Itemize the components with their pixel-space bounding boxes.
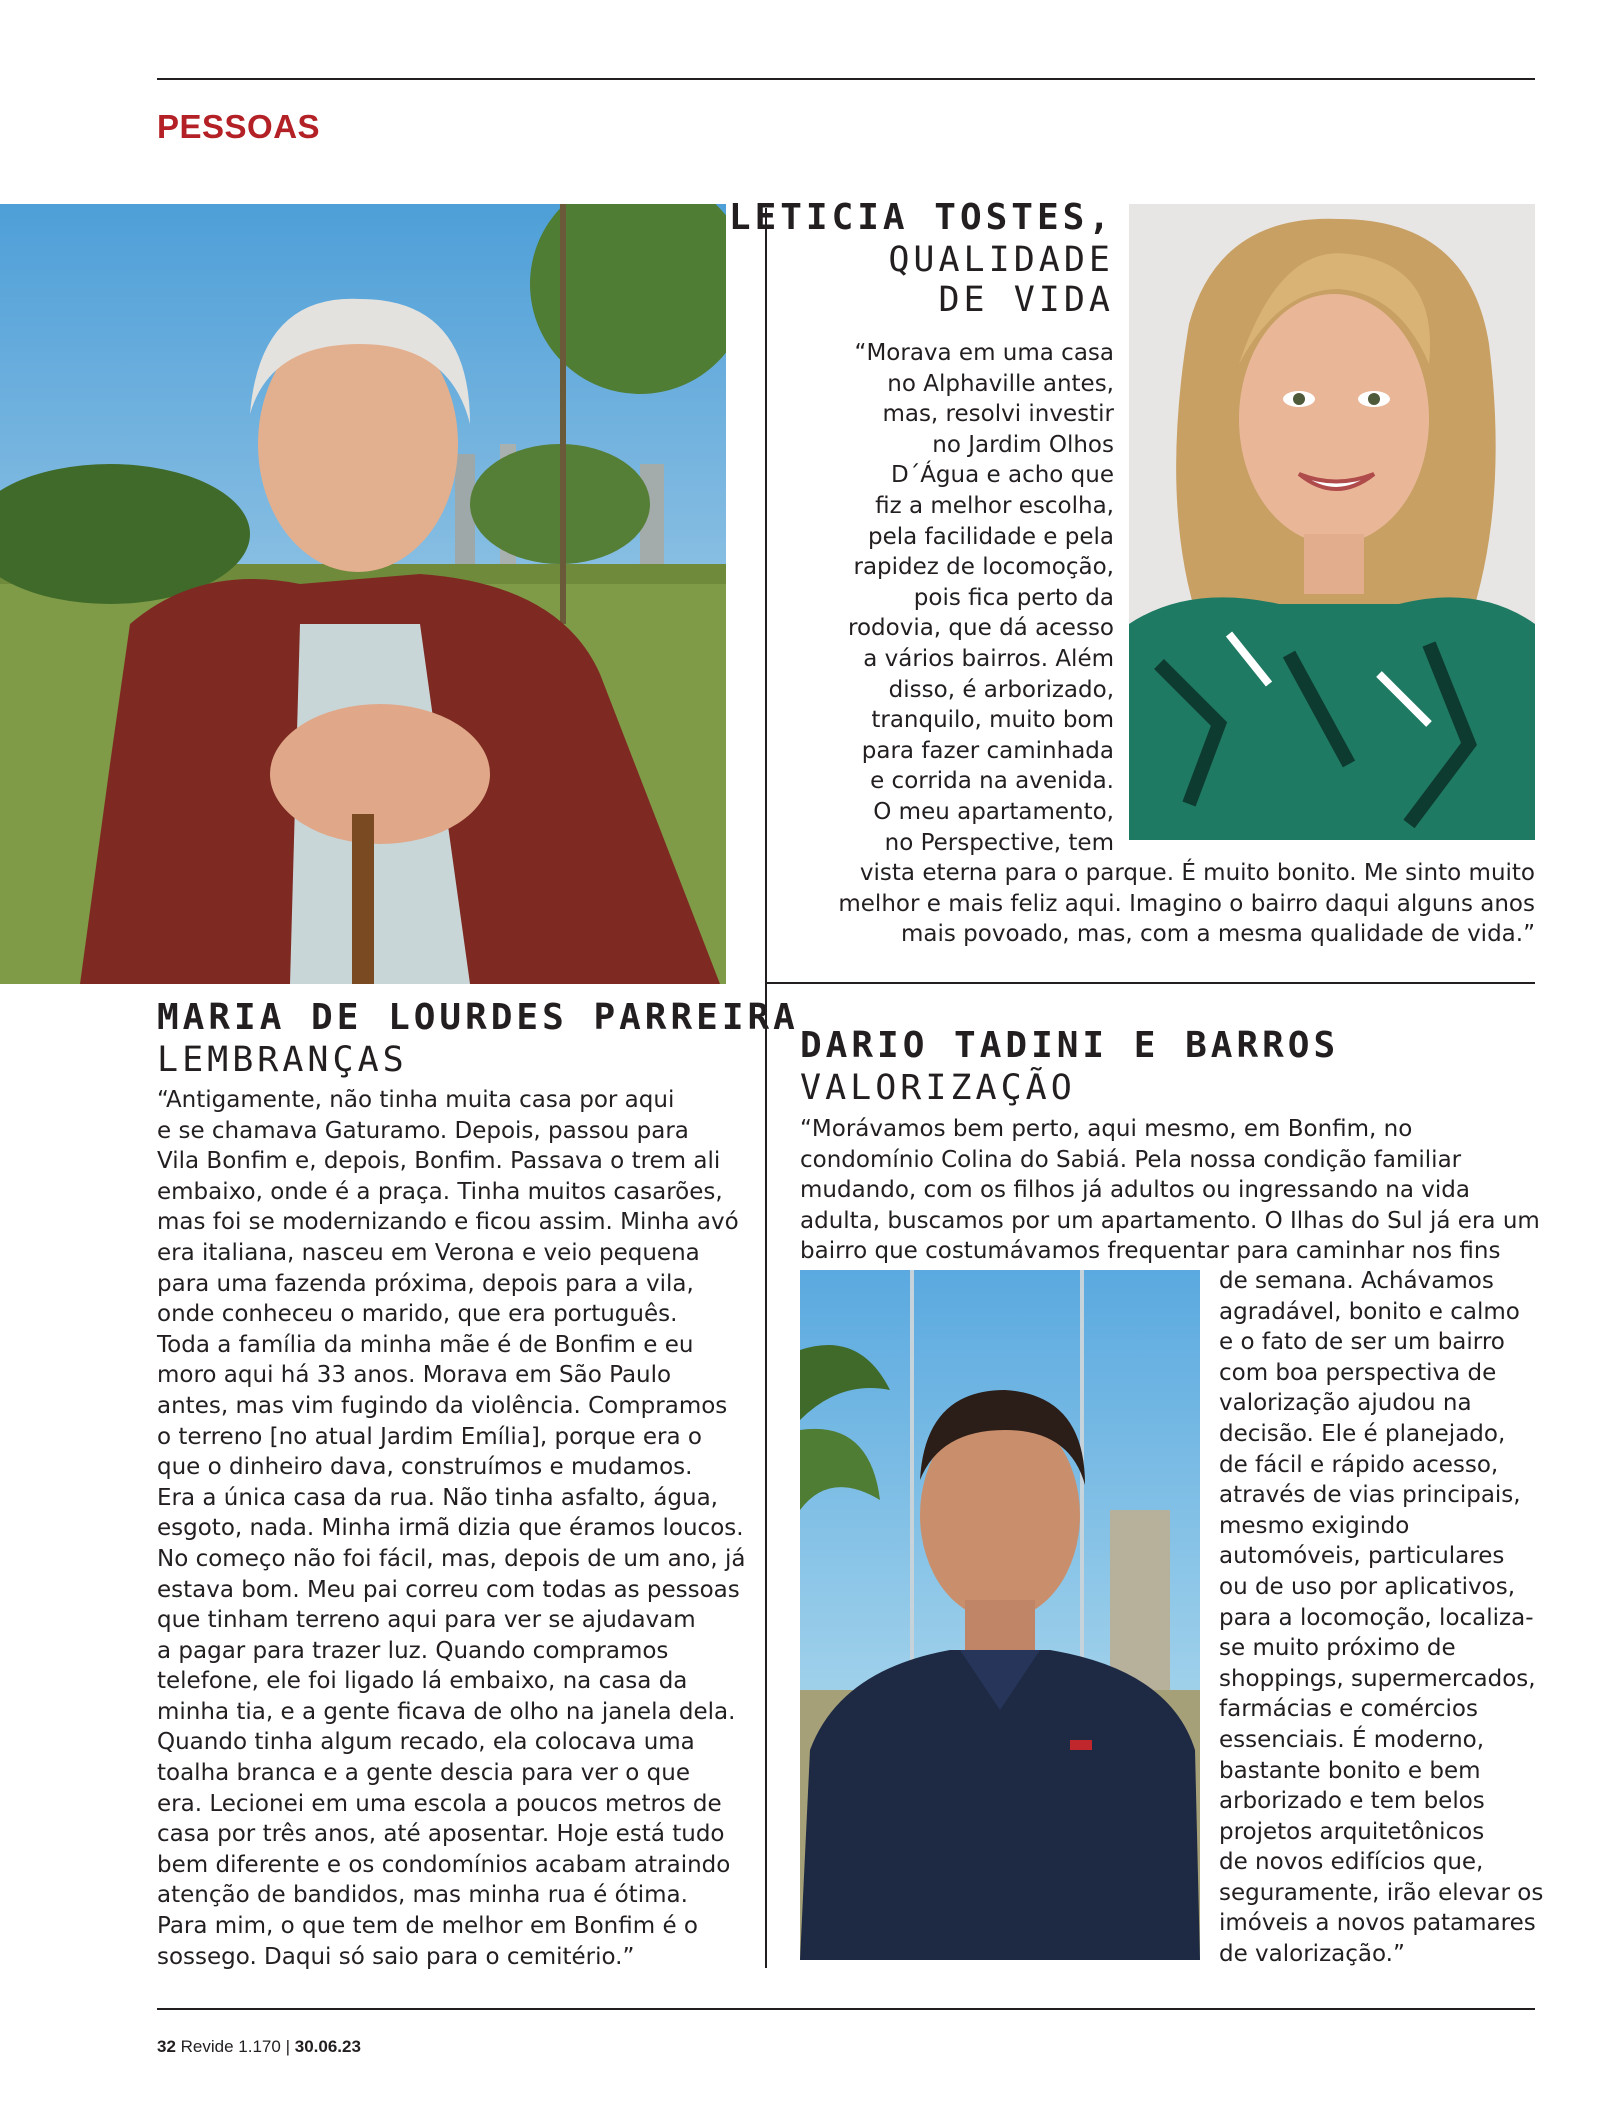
page-number: 32 — [157, 2037, 176, 2056]
quote-line: esgoto, nada. Minha irmã dizia que éramos loucos. — [157, 1515, 744, 1542]
quote-line: rapidez de locomoção, — [853, 554, 1114, 581]
bottom-rule — [157, 2008, 1535, 2010]
dario-quote-wide — [800, 1114, 1540, 1267]
dario-name: DARIO TADINI E BARROS — [800, 1025, 1340, 1066]
leticia-theme-line1: QUALIDADE — [888, 240, 1114, 280]
maria-photo — [0, 204, 726, 984]
quote-line: automóveis, particulares — [1219, 1543, 1505, 1570]
quote-line: projetos arquitetônicos — [1219, 1818, 1485, 1845]
quote-line: vista eterna para o parque. É muito bonito. Me sinto muito — [859, 860, 1535, 886]
column-divider — [765, 208, 767, 1968]
leticia-photo — [1129, 204, 1535, 840]
quote-line: no Perspective, tem — [884, 829, 1114, 856]
quote-line: pois fica perto da — [913, 584, 1114, 611]
quote-line: e corrida na avenida. — [870, 768, 1114, 795]
quote-line: Vila Bonfim e, depois, Bonfim. Passava o trem ali — [157, 1148, 721, 1175]
quote-line: sossego. Daqui só saio para o cemitério.” — [157, 1943, 635, 1970]
quote-line: no Alphaville antes, — [887, 370, 1114, 397]
quote-line: mudando, com os filhos já adultos ou ingressando na vida — [800, 1177, 1470, 1204]
quote-line: mais povoado, mas, com a mesma qualidade de vida.” — [900, 921, 1535, 948]
quote-line: moro aqui há 33 anos. Morava em São Paulo — [157, 1362, 672, 1389]
quote-line: rodovia, que dá acesso — [848, 615, 1114, 642]
leticia-quote-wide — [800, 858, 1535, 950]
page-footer — [157, 2037, 361, 2057]
quote-line: farmácias e comércios — [1219, 1696, 1478, 1723]
quote-line: Era a única casa da rua. Não tinha asfalto, água, — [157, 1484, 718, 1511]
maria-name: MARIA DE LOURDES PARREIRA — [157, 997, 799, 1038]
leticia-quote-narrow — [800, 338, 1114, 858]
quote-line: antes, mas vim fugindo da violência. Compramos — [157, 1392, 728, 1419]
quote-line: mas, resolvi investir — [882, 401, 1114, 428]
quote-line: era italiana, nasceu em Verona e veio pequena — [157, 1239, 700, 1266]
quote-line: ou de uso por aplicativos, — [1219, 1573, 1516, 1600]
quote-line: que o dinheiro dava, construímos e mudamos. — [157, 1454, 693, 1481]
quote-line: No começo não foi fácil, mas, depois de um ano, já — [157, 1545, 746, 1572]
quote-line: disso, é arborizado, — [888, 676, 1114, 703]
quote-line: “Morava em uma casa — [854, 340, 1114, 366]
quote-line: mas foi se modernizando e ficou assim. Minha avó — [157, 1209, 739, 1236]
quote-line: “Morávamos bem perto, aqui mesmo, em Bonfim, no — [800, 1116, 1413, 1142]
dario-heading — [800, 1024, 1339, 1108]
maria-heading — [157, 996, 799, 1080]
footer-separator: | — [285, 2037, 290, 2056]
dario-theme: VALORIZAÇÃO — [800, 1068, 1076, 1108]
quote-line: valorização ajudou na — [1219, 1390, 1472, 1417]
quote-line: que tinham terreno aqui para ver se ajudavam — [157, 1607, 696, 1634]
top-rule — [157, 78, 1535, 80]
quote-line: “Antigamente, não tinha muita casa por aqui — [157, 1087, 675, 1113]
quote-line: Para mim, o que tem de melhor em Bonfim é o — [157, 1913, 698, 1940]
quote-line: o terreno [no atual Jardim Emília], porque era o — [157, 1423, 702, 1450]
quote-line: e se chamava Gaturamo. Depois, passou para — [157, 1117, 689, 1144]
quote-line: condomínio Colina do Sabiá. Pela nossa condição familiar — [800, 1146, 1462, 1173]
quote-line: de novos edifícios que, — [1219, 1849, 1484, 1876]
quote-line: tranquilo, muito bom — [871, 707, 1114, 734]
quote-line: a vários bairros. Além — [863, 645, 1114, 672]
quote-line: Quando tinha algum recado, ela colocava uma — [157, 1729, 695, 1756]
quote-line: casa por três anos, até aposentar. Hoje está tudo — [157, 1821, 725, 1848]
quote-line: para a locomoção, localiza- — [1219, 1604, 1534, 1631]
quote-line: era. Lecionei em uma escola a poucos metros de — [157, 1790, 722, 1817]
quote-line: no Jardim Olhos — [932, 431, 1114, 458]
quote-line: minha tia, e a gente ficava de olho na janela dela. — [157, 1698, 736, 1725]
quote-line: pela facilidade e pela — [867, 523, 1114, 550]
quote-line: onde conheceu o marido, que era português. — [157, 1301, 678, 1328]
leticia-heading — [600, 196, 1114, 320]
quote-line: embaixo, onde é a praça. Tinha muitos casarões, — [157, 1178, 723, 1205]
dario-portrait-image — [800, 1270, 1200, 1960]
maria-portrait-image — [0, 204, 726, 984]
leticia-theme-line2: DE VIDA — [938, 280, 1114, 320]
quote-line: Toda a família da minha mãe é de Bonfim e eu — [157, 1331, 694, 1358]
quote-line: essenciais. É moderno, — [1219, 1726, 1485, 1753]
quote-line: estava bom. Meu pai correu com todas as pessoas — [157, 1576, 740, 1603]
quote-line: para fazer caminhada — [861, 737, 1114, 764]
quote-line: arborizado e tem belos — [1219, 1788, 1485, 1815]
quote-line: adulta, buscamos por um apartamento. O Ilhas do Sul já era um — [800, 1207, 1540, 1234]
issue-date: 30.06.23 — [294, 2037, 361, 2056]
quote-line: se muito próximo de — [1219, 1635, 1456, 1662]
quote-line: de fácil e rápido acesso, — [1219, 1451, 1499, 1478]
quote-line: de semana. Achávamos — [1219, 1268, 1494, 1294]
quote-line: imóveis a novos patamares — [1219, 1910, 1536, 1937]
quote-line: atenção de bandidos, mas minha rua é ótima. — [157, 1882, 688, 1909]
quote-line: telefone, ele foi ligado lá embaixo, na casa da — [157, 1668, 688, 1695]
quote-line: shoppings, supermercados, — [1219, 1665, 1536, 1692]
quote-line: de valorização.” — [1219, 1941, 1405, 1968]
quote-line: decisão. Ele é planejado, — [1219, 1420, 1506, 1447]
quote-line: mesmo exigindo — [1219, 1512, 1410, 1539]
quote-line: a pagar para trazer luz. Quando compramos — [157, 1637, 669, 1664]
quote-line: bastante bonito e bem — [1219, 1757, 1481, 1784]
quote-line: melhor e mais feliz aqui. Imagino o bairro daqui alguns anos — [838, 890, 1535, 917]
maria-theme: LEMBRANÇAS — [157, 1040, 408, 1080]
mid-rule — [765, 982, 1535, 984]
quote-line: para uma fazenda próxima, depois para a vila, — [157, 1270, 694, 1297]
quote-line: bairro que costumávamos frequentar para caminhar nos fins — [800, 1238, 1501, 1265]
quote-line: através de vias principais, — [1219, 1482, 1521, 1509]
dario-photo — [800, 1270, 1200, 1960]
maria-quote — [157, 1085, 746, 1972]
quote-line: seguramente, irão elevar os — [1219, 1879, 1544, 1906]
quote-line: toalha branca e a gente descia para ver o que — [157, 1760, 690, 1787]
quote-line: e o fato de ser um bairro — [1219, 1329, 1505, 1356]
quote-line: O meu apartamento, — [873, 798, 1114, 825]
leticia-portrait-image — [1129, 204, 1535, 840]
dario-quote-narrow — [1219, 1266, 1544, 1970]
leticia-name: LETICIA TOSTES, — [728, 197, 1114, 238]
quote-line: fiz a melhor escolha, — [875, 492, 1114, 519]
quote-line: D´Água e acho que — [890, 462, 1114, 489]
magazine-issue: Revide 1.170 — [180, 2037, 281, 2056]
quote-line: com boa perspectiva de — [1219, 1359, 1497, 1386]
section-label: PESSOAS — [157, 108, 321, 145]
quote-line: agradável, bonito e calmo — [1219, 1298, 1520, 1325]
quote-line: bem diferente e os condomínios acabam atraindo — [157, 1851, 731, 1878]
